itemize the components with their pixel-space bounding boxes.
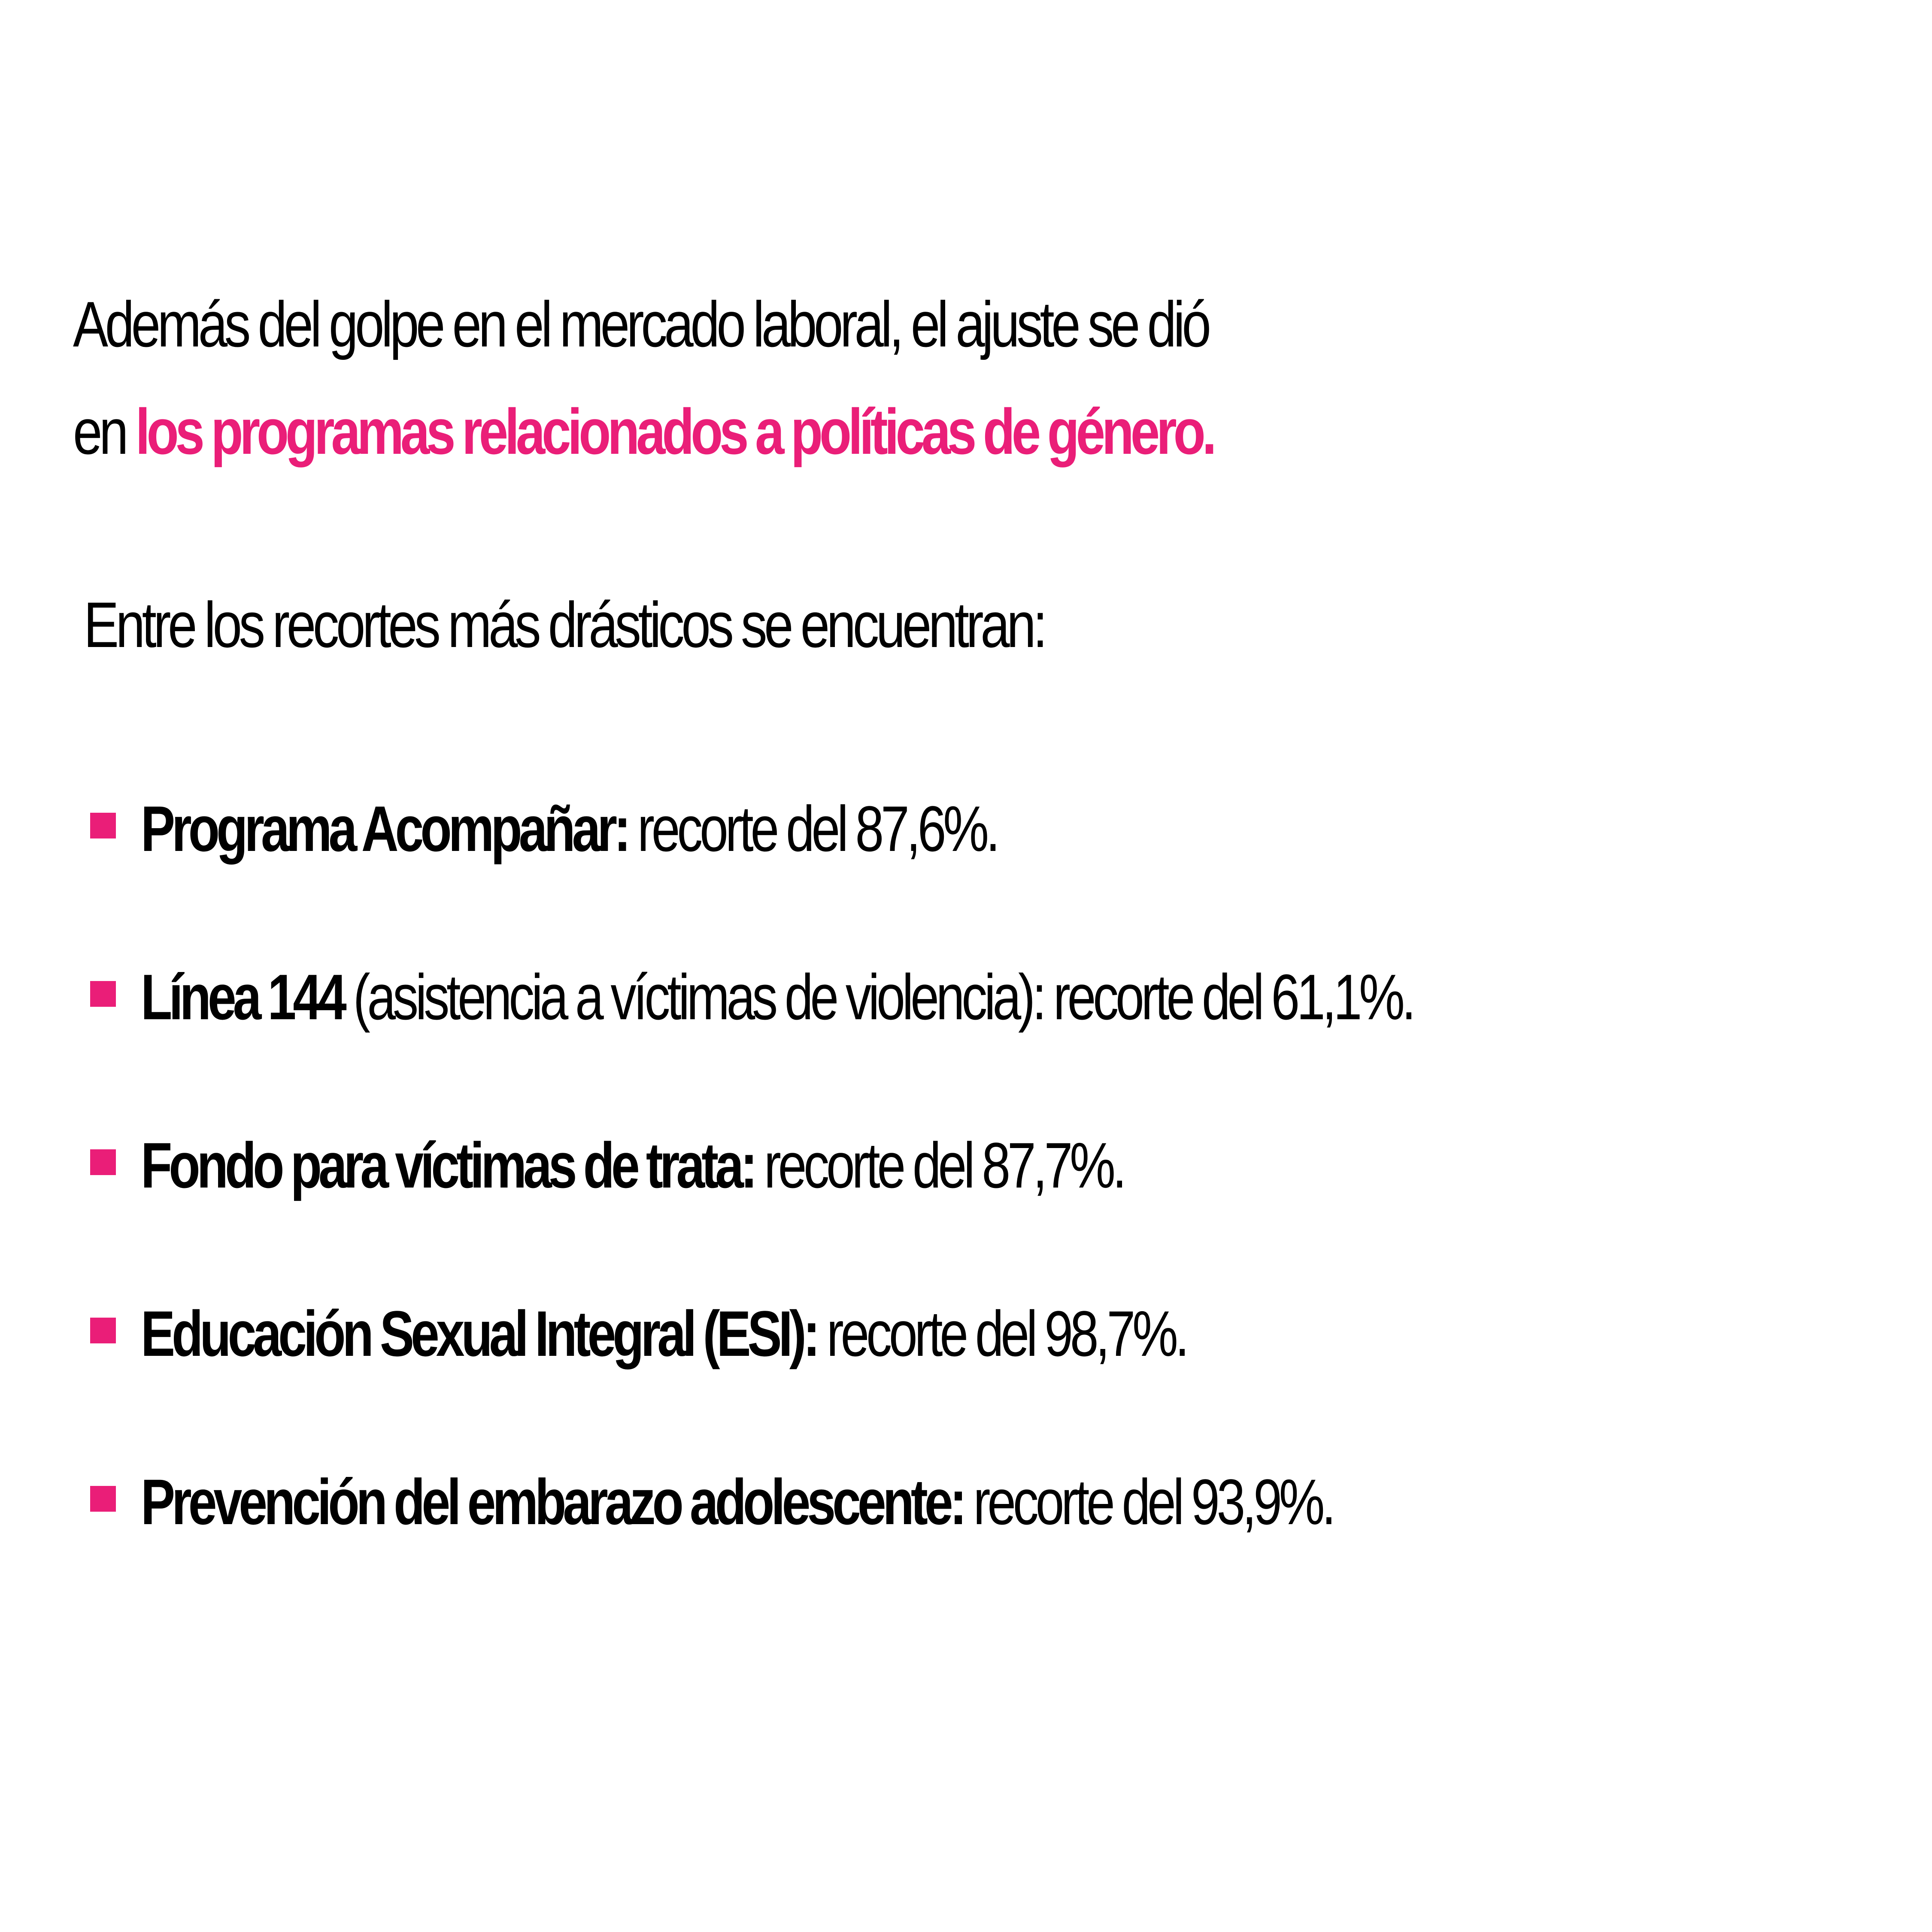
cut-text (141, 1459, 1333, 1545)
bullet-square-icon (90, 1149, 116, 1175)
subheading: Entre los recortes más drásticos se encuentran: (84, 589, 1045, 661)
cut-text (141, 1122, 1124, 1208)
program-name: Línea 144 (141, 961, 343, 1033)
program-name: Educación Sexual Integral (ESI): (141, 1297, 817, 1370)
bullet-square-icon (90, 813, 116, 838)
cut-text (141, 1291, 1186, 1376)
cut-text (141, 954, 1413, 1040)
program-name: Programa Acompañar: (141, 793, 628, 865)
program-name: Fondo para víctimas de trata: (141, 1129, 754, 1201)
bullet-square-icon (90, 1486, 116, 1512)
intro-highlight: los programas relacionados a políticas de género. (135, 395, 1213, 468)
program-name: Prevención del embarazo adolescente: (141, 1466, 964, 1538)
bullet-square-icon (90, 981, 116, 1007)
cut-detail: recorte del 98,7%. (816, 1297, 1186, 1370)
intro-line-2-prefix: en (73, 395, 136, 468)
bullet-square-icon (90, 1318, 116, 1343)
cut-detail: recorte del 93,9%. (963, 1466, 1333, 1538)
cut-text (141, 786, 997, 872)
intro-line-1: Además del golpe en el mercado laboral, el ajuste se dió (73, 288, 1208, 360)
intro-line-2 (73, 378, 1551, 485)
intro-paragraph (73, 270, 1551, 485)
cut-detail: recorte del 87,7%. (754, 1129, 1124, 1201)
cut-detail: recorte del 87,6%. (628, 793, 997, 865)
cut-detail: (asistencia a víctimas de violencia): recorte del 61,1%. (343, 961, 1413, 1033)
